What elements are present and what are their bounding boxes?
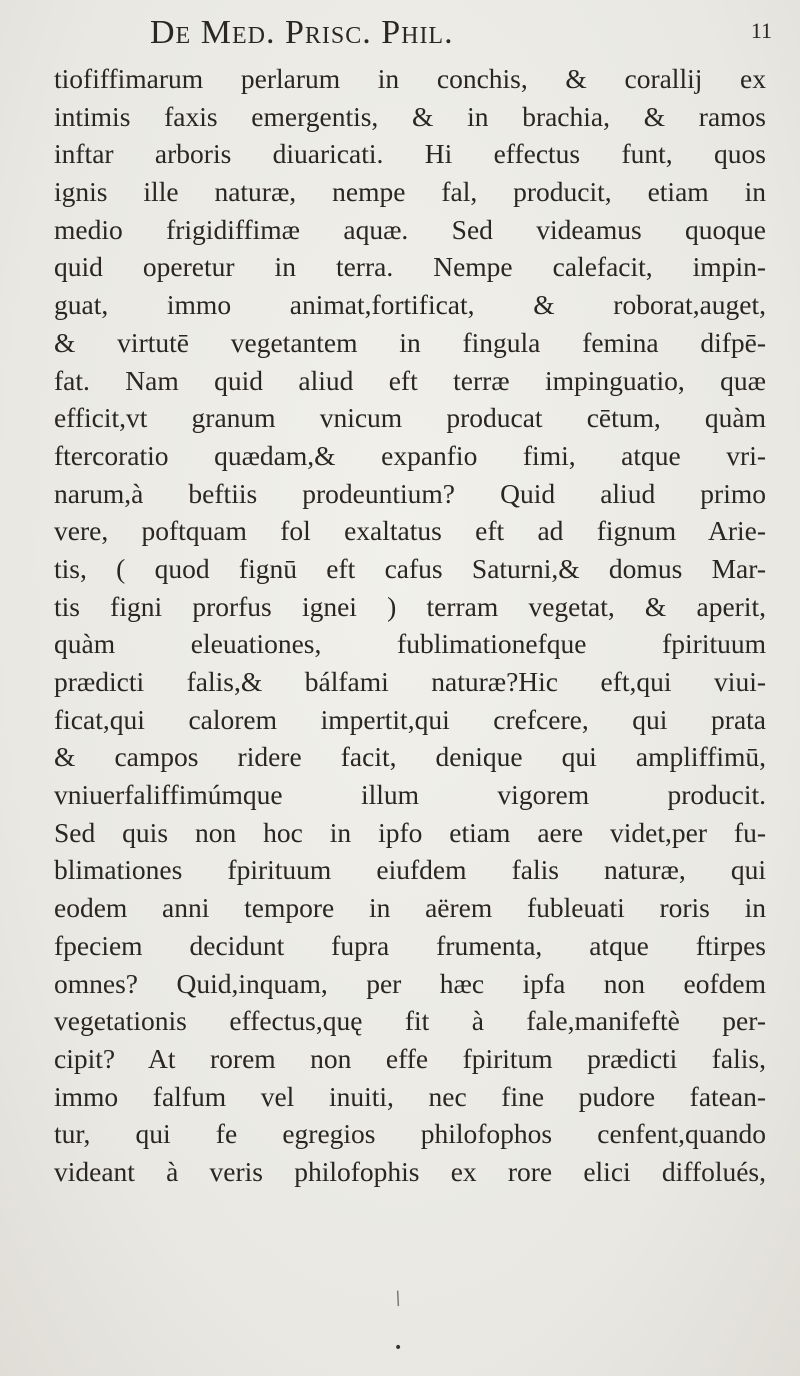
page-number: 11 — [750, 18, 772, 43]
text-line: narum,à beftiis prodeuntium? Quid aliud primo — [54, 477, 766, 509]
text-line: & campos ridere facit, denique qui ampliffimū, — [54, 741, 766, 773]
text-line: tis figni prorfus ignei ) terram vegetat, & aperit, — [54, 590, 766, 622]
text-line: & virtutē vegetantem in fingula femina difpē- — [54, 326, 766, 358]
text-line: cipit? At rorem non effe fpiritum prædicti falis, — [54, 1042, 766, 1074]
text-line: vegetationis effectus,quę fit à fale,manifeftè per- — [54, 1005, 766, 1037]
text-line: omnes? Quid,inquam, per hæc ipfa non eofdem — [54, 967, 766, 999]
text-line: quid operetur in terra. Nempe calefacit, impin- — [54, 251, 766, 283]
page-header — [150, 14, 790, 56]
text-line: fat. Nam quid aliud eft terræ impinguatio, quæ — [54, 364, 766, 396]
text-line: prædicti falis,& bálfami naturæ?Hic eft,qui viui- — [54, 666, 766, 697]
text-line: fpeciem decidunt fupra frumenta, atque ftirpes — [54, 929, 766, 961]
text-line: tur, qui fe egregios philofophos cenfent,quando — [54, 1118, 766, 1150]
text-line: guat, immo animat,fortificat, & roborat,auget, — [54, 289, 766, 321]
text-line: vniuerfaliffimúmque illum vigorem producit. — [54, 779, 766, 811]
text-line: intimis faxis emergentis, & in brachia, & ramos — [54, 100, 766, 132]
text-line: videant à veris philofophis ex rore elici diffolués, — [54, 1155, 766, 1187]
running-title: De Med. Prisc. Phil. — [150, 14, 454, 51]
stray-mark-slash: / — [391, 1287, 405, 1310]
text-line: immo falfum vel inuiti, nec fine pudore fatean- — [54, 1080, 766, 1112]
text-line: ignis ille naturæ, nempe fal, producit, etiam in — [54, 176, 766, 208]
text-line: blimationes fpirituum eiufdem falis naturæ, qui — [54, 854, 766, 886]
body-text — [54, 60, 766, 1191]
text-line: ficat,qui calorem impertit,qui crefcere, qui prata — [54, 703, 766, 735]
text-line: tiofiffimarum perlarum in conchis, & corallij ex — [54, 63, 766, 94]
text-line: tis, ( quod fignū eft cafus Saturni,& domus Mar- — [54, 552, 766, 584]
text-line: ftercoratio quædam,& expanfio fimi, atque vri- — [54, 439, 766, 471]
stray-mark-dot: • — [394, 1340, 403, 1356]
text-line: Sed quis non hoc in ipfo etiam aere videt,per fu- — [54, 816, 766, 848]
text-line: inftar arboris diuaricati. Hi effectus funt, quos — [54, 138, 766, 170]
text-line: efficit,vt granum vnicum producat cētum, quàm — [54, 402, 766, 434]
text-line: quàm eleuationes, fublimationefque fpirituum — [54, 628, 766, 660]
text-line: vere, poftquam fol exaltatus eft ad fignum Arie- — [54, 515, 766, 547]
text-line: eodem anni tempore in aërem fubleuati roris in — [54, 892, 766, 924]
text-line: medio frigidiffimæ aquæ. Sed videamus quoque — [54, 213, 766, 245]
